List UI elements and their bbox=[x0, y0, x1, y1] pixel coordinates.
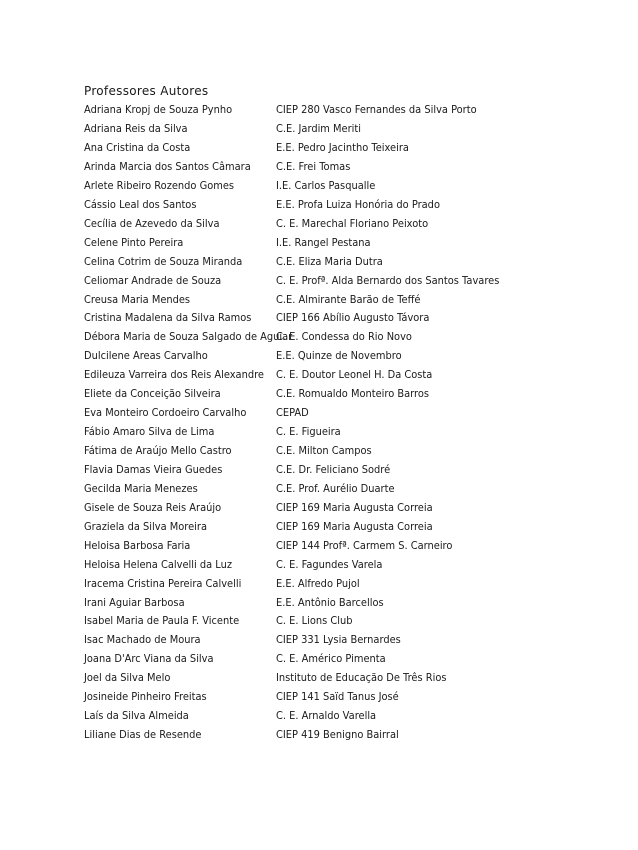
author-row bbox=[84, 309, 554, 328]
author-row bbox=[84, 423, 554, 442]
author-school: C. E. Américo Pimenta bbox=[276, 653, 386, 666]
author-row bbox=[84, 290, 554, 309]
author-name: Eliete da Conceição Silveira bbox=[84, 388, 221, 401]
author-row bbox=[84, 461, 554, 480]
author-name: Arlete Ribeiro Rozendo Gomes bbox=[84, 179, 235, 192]
author-name: Joana D'Arc Viana da Silva bbox=[84, 653, 214, 666]
author-row bbox=[84, 101, 554, 120]
author-name: Heloisa Helena Calvelli da Luz bbox=[84, 558, 233, 571]
author-name: Celina Cotrim de Souza Miranda bbox=[84, 255, 243, 268]
authors-list bbox=[84, 101, 554, 745]
author-school: C. E. Lions Club bbox=[276, 615, 353, 628]
author-row bbox=[84, 366, 554, 385]
author-school: E.E. Antônio Barcellos bbox=[276, 596, 384, 609]
author-row bbox=[84, 556, 554, 575]
author-row bbox=[84, 328, 554, 347]
author-row bbox=[84, 631, 554, 650]
author-name: Eva Monteiro Cordoeiro Carvalho bbox=[84, 407, 247, 420]
author-name: Celene Pinto Pereira bbox=[84, 236, 184, 249]
author-row bbox=[84, 120, 554, 139]
author-name: Cristina Madalena da Silva Ramos bbox=[84, 312, 252, 325]
author-school: C. E. Profª. Alda Bernardo dos Santos Tavares bbox=[276, 274, 500, 287]
author-name: Laís da Silva Almeida bbox=[84, 710, 189, 723]
author-name: Joel da Silva Melo bbox=[84, 672, 171, 685]
author-row bbox=[84, 499, 554, 518]
author-name: Fátima de Araújo Mello Castro bbox=[84, 445, 232, 458]
author-row bbox=[84, 688, 554, 707]
author-row bbox=[84, 574, 554, 593]
author-name: Isabel Maria de Paula F. Vicente bbox=[84, 615, 240, 628]
author-school: CEPAD bbox=[276, 407, 309, 420]
author-row bbox=[84, 404, 554, 423]
author-name: Cássio Leal dos Santos bbox=[84, 198, 197, 211]
author-school: E.E. Alfredo Pujol bbox=[276, 577, 360, 590]
author-row bbox=[84, 669, 554, 688]
author-school: CIEP 144 Profª. Carmem S. Carneiro bbox=[276, 539, 453, 552]
author-row bbox=[84, 196, 554, 215]
author-row bbox=[84, 650, 554, 669]
author-row bbox=[84, 726, 554, 745]
author-name: Creusa Maria Mendes bbox=[84, 293, 191, 306]
author-school: E.E. Profa Luiza Honória do Prado bbox=[276, 198, 440, 211]
author-school: C. E. Figueira bbox=[276, 426, 341, 439]
author-school: C.E. Jardim Meriti bbox=[276, 123, 361, 136]
author-school: C.E. Almirante Barão de Teffé bbox=[276, 293, 421, 306]
author-school: Instituto de Educação De Três Rios bbox=[276, 672, 447, 685]
author-name: Josineide Pinheiro Freitas bbox=[84, 691, 207, 704]
author-name: Heloisa Barbosa Faria bbox=[84, 539, 191, 552]
author-school: C. E. Doutor Leonel H. Da Costa bbox=[276, 369, 433, 382]
author-school: C. E. Fagundes Varela bbox=[276, 558, 383, 571]
author-school: C.E. Romualdo Monteiro Barros bbox=[276, 388, 430, 401]
author-name: Iracema Cristina Pereira Calvelli bbox=[84, 577, 242, 590]
author-name: Adriana Reis da Silva bbox=[84, 123, 188, 136]
author-school: CIEP 419 Benigno Bairral bbox=[276, 729, 399, 742]
author-row bbox=[84, 347, 554, 366]
author-school: C.E. Milton Campos bbox=[276, 445, 372, 458]
author-school: C.E. Frei Tomas bbox=[276, 160, 351, 173]
author-row bbox=[84, 612, 554, 631]
section-title: Professores Autores bbox=[84, 84, 209, 98]
author-row bbox=[84, 271, 554, 290]
author-school: CIEP 280 Vasco Fernandes da Silva Porto bbox=[276, 104, 477, 117]
author-school: C. E. Condessa do Rio Novo bbox=[276, 331, 412, 344]
author-school: CIEP 141 Saïd Tanus José bbox=[276, 691, 399, 704]
author-school: CIEP 169 Maria Augusta Correia bbox=[276, 520, 433, 533]
author-school: E.E. Quinze de Novembro bbox=[276, 350, 402, 363]
author-name: Gecilda Maria Menezes bbox=[84, 482, 198, 495]
author-row bbox=[84, 177, 554, 196]
author-row bbox=[84, 480, 554, 499]
author-row bbox=[84, 442, 554, 461]
author-row bbox=[84, 139, 554, 158]
author-name: Graziela da Silva Moreira bbox=[84, 520, 208, 533]
author-school: C. E. Arnaldo Varella bbox=[276, 710, 377, 723]
author-school: C.E. Prof. Aurélio Duarte bbox=[276, 482, 395, 495]
author-row bbox=[84, 234, 554, 253]
author-row bbox=[84, 537, 554, 556]
author-name: Flavia Damas Vieira Guedes bbox=[84, 463, 223, 476]
author-name: Adriana Kropj de Souza Pynho bbox=[84, 104, 233, 117]
author-row bbox=[84, 215, 554, 234]
author-name: Liliane Dias de Resende bbox=[84, 729, 202, 742]
author-name: Celiomar Andrade de Souza bbox=[84, 274, 222, 287]
author-name: Gisele de Souza Reis Araújo bbox=[84, 501, 222, 514]
author-school: I.E. Carlos Pasqualle bbox=[276, 179, 376, 192]
author-school: C. E. Marechal Floriano Peixoto bbox=[276, 217, 429, 230]
author-row bbox=[84, 518, 554, 537]
author-row bbox=[84, 707, 554, 726]
author-school: CIEP 331 Lysia Bernardes bbox=[276, 634, 401, 647]
author-name: Ana Cristina da Costa bbox=[84, 142, 191, 155]
author-school: I.E. Rangel Pestana bbox=[276, 236, 371, 249]
author-name: Fábio Amaro Silva de Lima bbox=[84, 426, 215, 439]
author-name: Irani Aguiar Barbosa bbox=[84, 596, 185, 609]
author-school: CIEP 169 Maria Augusta Correia bbox=[276, 501, 433, 514]
author-row bbox=[84, 158, 554, 177]
author-school: C.E. Eliza Maria Dutra bbox=[276, 255, 383, 268]
author-name: Débora Maria de Souza Salgado de Aguiar bbox=[84, 331, 293, 344]
author-name: Cecília de Azevedo da Silva bbox=[84, 217, 220, 230]
author-name: Arinda Marcia dos Santos Câmara bbox=[84, 160, 251, 173]
author-school: E.E. Pedro Jacintho Teixeira bbox=[276, 142, 409, 155]
author-name: Edileuza Varreira dos Reis Alexandre bbox=[84, 369, 264, 382]
author-row bbox=[84, 385, 554, 404]
author-row bbox=[84, 593, 554, 612]
author-row bbox=[84, 253, 554, 272]
author-school: CIEP 166 Abílio Augusto Távora bbox=[276, 312, 430, 325]
author-school: C.E. Dr. Feliciano Sodré bbox=[276, 463, 391, 476]
author-name: Dulcilene Areas Carvalho bbox=[84, 350, 208, 363]
author-name: Isac Machado de Moura bbox=[84, 634, 201, 647]
